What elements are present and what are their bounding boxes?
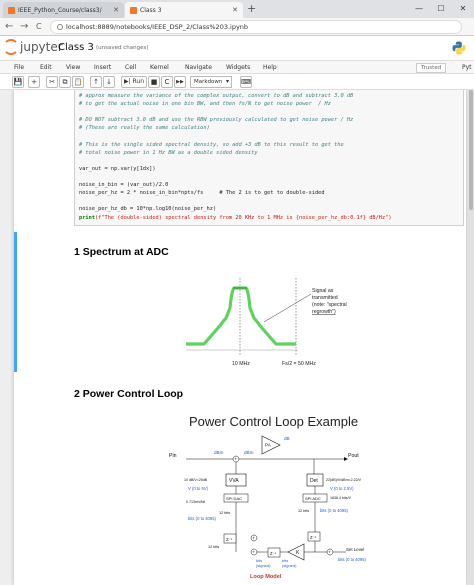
z-delay-2: Z⁻¹ bbox=[310, 535, 317, 540]
jupyter-logo[interactable] bbox=[4, 40, 63, 54]
move-down-icon[interactable]: ↓ bbox=[103, 76, 115, 88]
close-icon[interactable]: ✕ bbox=[232, 6, 238, 14]
signal-label-line4: regrowth") bbox=[312, 309, 336, 315]
trusted-indicator[interactable]: Trusted bbox=[416, 63, 446, 73]
copy-icon[interactable]: ⧉ bbox=[59, 76, 71, 88]
vva-label: VVA bbox=[229, 478, 239, 484]
dac-bits-label: 12 bits bbox=[219, 511, 231, 515]
det-voltage-label: V (0 to 2.5V) bbox=[330, 486, 354, 491]
new-tab-button[interactable]: + bbox=[247, 2, 257, 15]
code-cell[interactable] bbox=[74, 90, 464, 226]
pa-label: PA bbox=[265, 442, 271, 448]
svg-text:+: + bbox=[252, 549, 255, 555]
signal-label-line2: transmitted bbox=[312, 295, 338, 301]
svg-text:+: + bbox=[252, 535, 255, 541]
menu-file[interactable]: File bbox=[14, 64, 25, 71]
keyboard-icon[interactable]: ⌨ bbox=[241, 78, 252, 86]
z-delay-3: Z⁻¹ bbox=[270, 551, 277, 556]
code-line: # (These are really the same calculation) bbox=[79, 125, 210, 132]
code-line: # approx measure the variance of the complex output, convert to dB and subtract 3.0 dB bbox=[79, 93, 354, 99]
spectrum-figure bbox=[176, 272, 376, 372]
window-close-button[interactable]: ✕ bbox=[459, 4, 467, 13]
adc-gain-label: 1638.4 bits/V bbox=[330, 496, 351, 500]
vva-gain-label: 10 dB/V=25dB bbox=[184, 478, 208, 482]
code-line: # to get the actual noise in one bin BW, and then fs/N to get noise power / Hz bbox=[79, 101, 331, 108]
reload-button[interactable]: C bbox=[36, 22, 42, 31]
menu-help[interactable]: Help bbox=[263, 64, 277, 71]
code-line: noise_per_hz_db = 10*np.log10(noise_per_hz) bbox=[79, 206, 217, 213]
k-label: K bbox=[296, 550, 300, 556]
save-icon[interactable]: 💾 bbox=[13, 78, 23, 86]
svg-text:+: + bbox=[234, 456, 237, 462]
cell-type-select[interactable]: Markdown ▾ bbox=[190, 76, 232, 88]
jupyter-favicon-icon bbox=[130, 7, 137, 14]
menu-kernel[interactable]: Kernel bbox=[150, 64, 169, 71]
dac-bits-range: bits (0 to 4095) bbox=[188, 516, 216, 521]
code-line: # DO NOT subtract 3.0 dB and use the RBW previously calculated to get noise power / Hz bbox=[79, 117, 354, 124]
jupyter-toolbar bbox=[0, 74, 474, 90]
address-bar-row bbox=[0, 18, 474, 36]
back-button[interactable]: ← bbox=[5, 21, 14, 32]
browser-tab-bar bbox=[0, 0, 474, 18]
signed-bits-2b: (signed) bbox=[282, 563, 297, 568]
code-line: noise_in_bin = (var_out)/2.0 bbox=[79, 182, 169, 189]
minimize-button[interactable]: — bbox=[415, 4, 423, 13]
xlabel-fs2: Fs/2 = 50 MHz bbox=[282, 361, 316, 367]
det-label: Det bbox=[310, 478, 318, 484]
notebook-name[interactable]: Class 3 bbox=[58, 42, 94, 53]
signed-bits-1b: (signed) bbox=[256, 563, 271, 568]
vva-voltage-label: V (0 to 5V) bbox=[188, 486, 209, 491]
maximize-button[interactable]: ☐ bbox=[437, 4, 445, 13]
jupyter-favicon-icon bbox=[8, 7, 15, 14]
diagram-title: Power Control Loop Example bbox=[189, 414, 359, 429]
stop-icon[interactable]: ■ bbox=[148, 76, 160, 88]
code-line: # This is the single sided spectral density, so add +3 dB to this result to get the bbox=[79, 141, 344, 148]
adc-bits-range: bits (0 to 4095) bbox=[320, 508, 348, 513]
notebook-area bbox=[0, 90, 474, 585]
close-icon[interactable]: ✕ bbox=[113, 6, 119, 14]
browser-tab-class3-folder[interactable] bbox=[3, 2, 124, 18]
menu-widgets[interactable]: Widgets bbox=[226, 64, 251, 71]
dbm-label-2: dBm bbox=[244, 450, 254, 455]
markdown-cell-power-control[interactable] bbox=[14, 376, 466, 585]
heading-spectrum-at-adc: 1 Spectrum at ADC bbox=[74, 246, 169, 258]
spi-adc-label: SPI ADC bbox=[305, 496, 321, 501]
info-icon bbox=[57, 24, 63, 30]
code-line: # total noise power in 1 Hz BW as a double sided density bbox=[79, 149, 258, 156]
url-input[interactable] bbox=[50, 20, 462, 34]
xlabel-10mhz: 10 MHz bbox=[232, 361, 250, 367]
browser-tab-class3[interactable] bbox=[125, 2, 243, 18]
url-text: localhost:8889/notebooks/IEEE_DSP_2/Class%203.ipynb bbox=[66, 23, 249, 31]
set-level-bits: bits (0 to 4095) bbox=[338, 557, 366, 562]
scrollbar-thumb[interactable] bbox=[469, 90, 473, 210]
jupyter-header bbox=[0, 36, 474, 60]
signal-label-line3: (note: "spectral bbox=[312, 302, 347, 308]
pin-label: Pin bbox=[169, 453, 177, 459]
menu-edit[interactable]: Edit bbox=[40, 64, 52, 71]
spi-dac-label: SPI DAC bbox=[226, 496, 243, 501]
restart-icon[interactable]: C bbox=[161, 76, 173, 88]
dbm-label-1: dBm bbox=[214, 450, 224, 455]
det-gain-label: 22(dB)/V/dBm=2.22/V bbox=[326, 478, 362, 482]
kernel-name: Pyt bbox=[462, 64, 472, 71]
tab-title: IEEE_Python_Course/class3/ bbox=[18, 6, 102, 14]
save-status: (unsaved changes) bbox=[96, 45, 149, 51]
selected-cell-indicator bbox=[14, 232, 17, 372]
python-logo-icon bbox=[452, 41, 466, 55]
z-delay-1: Z⁻¹ bbox=[226, 537, 233, 542]
signed-bits-1: bits bbox=[256, 558, 263, 563]
vertical-scrollbar[interactable] bbox=[468, 90, 474, 585]
dac-gain-label: 0.713mV/bit bbox=[186, 500, 206, 504]
signed-bits-2: bits bbox=[282, 558, 289, 563]
notebook-page bbox=[14, 90, 466, 585]
code-line: var_out = np.var(y[1dx]) bbox=[79, 165, 156, 172]
menu-insert[interactable]: Insert bbox=[94, 64, 112, 71]
db-label: dB bbox=[284, 436, 290, 441]
power-control-diagram bbox=[164, 434, 374, 585]
move-up-icon[interactable]: ↑ bbox=[90, 76, 102, 88]
loop-bits-label: 12 bits bbox=[208, 545, 220, 549]
cut-icon[interactable]: ✂ bbox=[46, 76, 58, 88]
signal-label-line1: Signal as bbox=[312, 288, 334, 294]
markdown-cell-spectrum[interactable] bbox=[14, 232, 466, 372]
code-line: noise_per_hz = 2 * noise_in_bin*npts/fs # The 2 is to get to double-sided bbox=[79, 190, 325, 197]
pout-label: Pout bbox=[348, 453, 359, 459]
menu-view[interactable]: View bbox=[66, 64, 81, 71]
set-level-label: Set Level bbox=[346, 547, 365, 552]
code-line: print(f"The (double-sided) spectral density from 20 KHz to 1 MHz is {noise_per_hz_db:0.1f} dB/Hz") bbox=[79, 214, 392, 221]
menu-navigate[interactable]: Navigate bbox=[185, 64, 212, 71]
run-button[interactable]: ▶| Run bbox=[121, 76, 147, 88]
jupyter-logo-text: jupyter bbox=[20, 40, 63, 54]
forward-button[interactable]: → bbox=[20, 21, 29, 32]
heading-power-control-loop: 2 Power Control Loop bbox=[74, 388, 184, 400]
adc-bits-label: 12 bits bbox=[298, 509, 310, 513]
jupyter-menubar bbox=[0, 60, 474, 74]
restart-run-all-icon[interactable]: ▶▶ bbox=[174, 76, 186, 88]
tab-title: Class 3 bbox=[140, 6, 162, 14]
menu-cell[interactable]: Cell bbox=[125, 64, 137, 71]
paste-icon[interactable]: 📋 bbox=[73, 78, 83, 86]
insert-cell-button[interactable]: + bbox=[28, 76, 40, 88]
jupyter-logo-icon bbox=[3, 39, 19, 55]
loop-model-label: Loop Model bbox=[250, 574, 282, 580]
svg-text:+: + bbox=[328, 549, 331, 555]
